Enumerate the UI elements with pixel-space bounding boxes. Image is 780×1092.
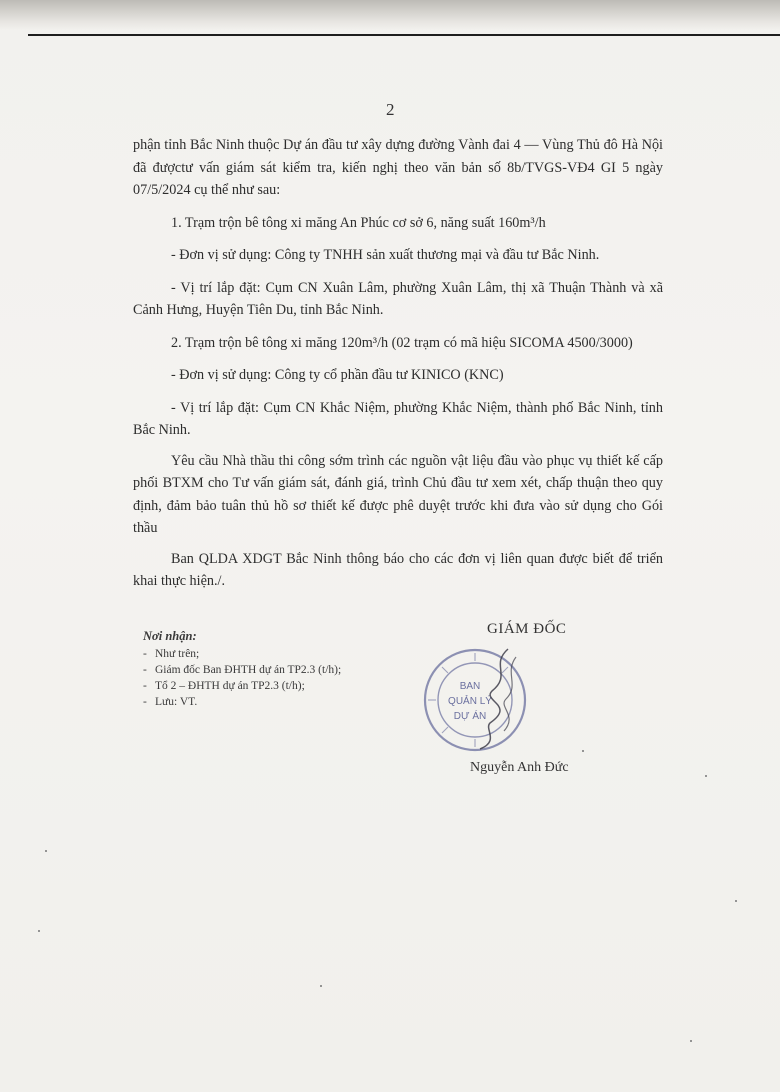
top-rule bbox=[28, 34, 780, 36]
item-1-user: - Đơn vị sử dụng: Công ty TNHH sản xuất thương mại và đầu tư Bắc Ninh. bbox=[171, 247, 600, 263]
signatory-title: GIÁM ĐỐC bbox=[487, 621, 567, 637]
page-top-shadow bbox=[0, 0, 780, 30]
item-2-user: - Đơn vị sử dụng: Công ty cổ phần đầu tư KINICO (KNC) bbox=[171, 367, 504, 383]
seal-line-2: QUẢN LÝ bbox=[448, 696, 492, 707]
item-1-location: - Vị trí lắp đặt: Cụm CN Xuân Lâm, phường Xuân Lâm, thị xã Thuận Thành và xã Cảnh Hưng, Huyện Tiên Du, tỉnh Bắc Ninh. bbox=[133, 279, 663, 318]
paragraph-request: Yêu cầu Nhà thầu thi công sớm trình các nguồn vật liệu đầu vào phục vụ thiết kế cấp phối BTXM cho Tư vấn giám sát, đánh giá, trình Chủ đầu tư xem xét, chấp thuận theo quy định, đảm bảo tuân thủ hồ sơ thiết kế được phê duyệt trước khi đưa vào sử dụng cho Gói thầu bbox=[133, 452, 663, 536]
recipient-item: - Lưu: VT. bbox=[143, 694, 403, 710]
recipients-block bbox=[143, 628, 403, 710]
seal-line-3: DỰ ÁN bbox=[453, 711, 487, 722]
signatory-name: Nguyễn Anh Đức bbox=[470, 760, 569, 775]
paragraph-intro: phận tỉnh Bắc Ninh thuộc Dự án đầu tư xây dựng đường Vành đai 4 — Vùng Thủ đô Hà Nội đã đượctư vấn giám sát kiểm tra, kiến nghị theo văn bản số 8b/TVGS-VĐ4 GI 5 ngày 07/5/2024 cụ thể như sau: bbox=[133, 137, 663, 198]
paragraph-notice: Ban QLDA XDGT Bắc Ninh thông báo cho các đơn vị liên quan được biết để triển khai thực hiện./. bbox=[133, 550, 663, 589]
recipient-item: - Giám đốc Ban ĐHTH dự án TP2.3 (t/h); bbox=[143, 662, 403, 678]
page-number: 2 bbox=[386, 100, 395, 119]
recipient-item: - Như trên; bbox=[143, 646, 403, 662]
recipient-item: - Tổ 2 – ĐHTH dự án TP2.3 (t/h); bbox=[143, 678, 403, 694]
item-1-heading: 1. Trạm trộn bê tông xi măng An Phúc cơ sở 6, năng suất 160m³/h bbox=[171, 214, 546, 231]
seal-line-1: BAN bbox=[459, 681, 481, 692]
item-2-location: - Vị trí lắp đặt: Cụm CN Khắc Niệm, phường Khắc Niệm, thành phố Bắc Ninh, tỉnh Bắc Ninh. bbox=[133, 399, 663, 438]
document-body bbox=[133, 134, 663, 593]
recipients-title: Nơi nhận: bbox=[143, 629, 197, 643]
official-seal-icon bbox=[420, 645, 530, 755]
item-2-heading: 2. Trạm trộn bê tông xi măng 120m³/h (02 trạm có mã hiệu SICOMA 4500/3000) bbox=[171, 334, 633, 351]
